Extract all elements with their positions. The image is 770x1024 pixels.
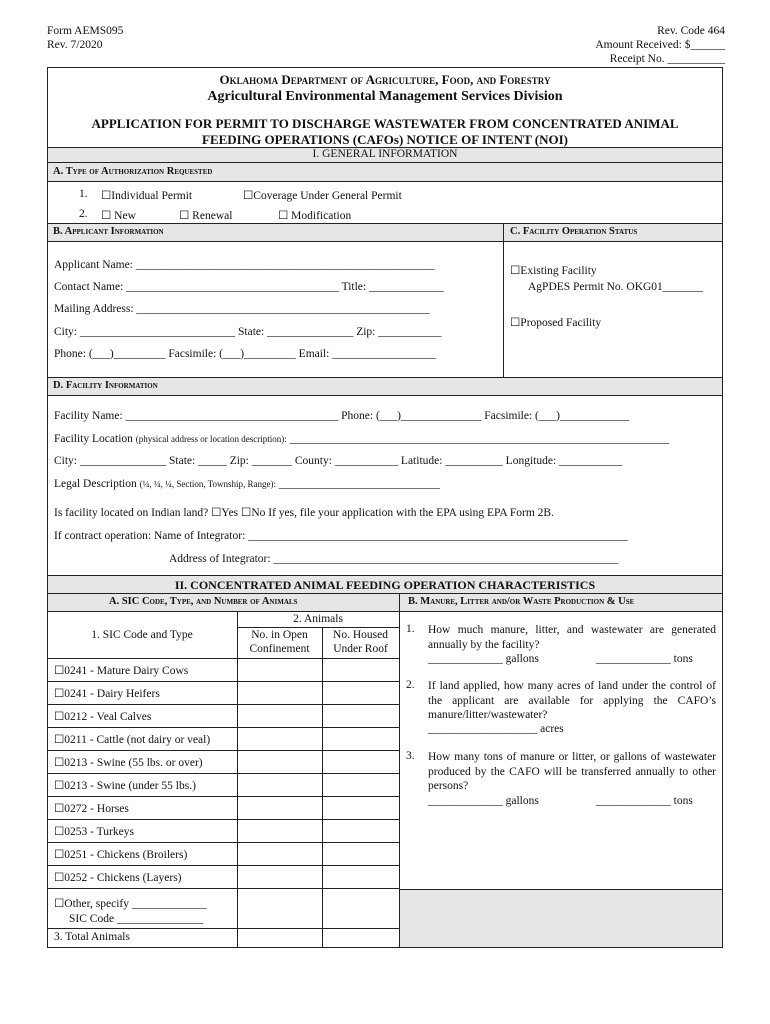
open-confinement-count-cell[interactable]: [238, 797, 321, 818]
legal-description-field[interactable]: [54, 478, 440, 490]
rev-code: Rev. Code 464: [657, 25, 725, 37]
legal-description-hint: (¼, ¼, ¼, Section, Township, Range):: [139, 479, 277, 489]
open-confinement-count-cell[interactable]: [238, 774, 321, 795]
renewal-checkbox[interactable]: ☐ Renewal: [179, 210, 233, 222]
q1-gallons-field[interactable]: _____________ gallons: [428, 653, 539, 665]
open-confinement-count-cell[interactable]: [238, 843, 321, 864]
legal-description-label: Legal Description: [54, 478, 137, 490]
facility-location-label: Facility Location: [54, 433, 133, 445]
animal-type-checkbox[interactable]: ☐0213 - Swine (55 lbs. or over): [54, 757, 203, 769]
contact-name-field[interactable]: Contact Name: _____________________________________ Title: _____________: [54, 281, 444, 293]
q3-text: How many tons of manure or litter, or gallons of wastewater produced by the CAFO will be transferred annually to other persons?: [428, 751, 716, 792]
application-title-line1: APPLICATION FOR PERMIT TO DISCHARGE WASTEWATER FROM CONCENTRATED ANIMAL: [91, 116, 679, 131]
other-sic-code-field[interactable]: SIC Code _______________: [69, 913, 204, 925]
agency-name: Oklahoma Department of Agriculture, Food, and Forestry: [219, 72, 551, 87]
animal-type-checkbox[interactable]: ☐0241 - Mature Dairy Cows: [54, 665, 189, 677]
modification-checkbox[interactable]: ☐ Modification: [278, 210, 352, 222]
housed-count-cell[interactable]: [323, 682, 398, 703]
animal-type-checkbox[interactable]: ☐0212 - Veal Calves: [54, 711, 152, 723]
housed-count-cell[interactable]: [323, 843, 398, 864]
existing-facility-checkbox[interactable]: ☐Existing Facility: [510, 265, 597, 277]
auth-item-1-number: 1.: [79, 188, 88, 200]
auth-item-2-number: 2.: [79, 208, 88, 220]
animal-type-checkbox[interactable]: ☐0211 - Cattle (not dairy or veal): [54, 734, 211, 746]
section-b-title: B. Applicant Information: [53, 226, 164, 237]
proposed-facility-checkbox[interactable]: ☐Proposed Facility: [510, 317, 602, 329]
animal-type-checkbox[interactable]: ☐0251 - Chickens (Broilers): [54, 849, 188, 861]
section-2b-filler: [400, 889, 722, 947]
other-animal-checkbox[interactable]: ☐Other, specify _____________: [54, 898, 207, 910]
housed-count-cell[interactable]: [323, 705, 398, 726]
housed-count-cell[interactable]: [323, 797, 398, 818]
animal-type-checkbox[interactable]: ☐0272 - Horses: [54, 803, 129, 815]
q1-text: How much manure, litter, and wastewater are generated annually by the facility?: [428, 624, 716, 651]
division-name: Agricultural Environmental Management Services Division: [207, 89, 563, 104]
legal-description-blank[interactable]: ____________________________: [278, 478, 440, 490]
applicant-phone-field[interactable]: Phone: (___)_________ Facsimile: (___)_________ Email: __________________: [54, 348, 436, 360]
section-2a-title: A. SIC Code, Type, and Number of Animals: [109, 596, 298, 607]
q3-number: 3.: [406, 750, 415, 762]
q3-gallons-field[interactable]: _____________ gallons: [428, 795, 539, 807]
housed-count-cell[interactable]: [323, 751, 398, 772]
open-confinement-count-cell[interactable]: [238, 820, 321, 841]
facility-city-field[interactable]: City: _______________ State: _____ Zip: _______ County: ___________ Latitude: __________ Longitude: ___________: [54, 455, 623, 467]
q2-acres-field[interactable]: ___________________ acres: [428, 723, 564, 735]
housed-header-line1: No. Housed: [333, 629, 388, 641]
section-1-title: I. GENERAL INFORMATION: [312, 148, 458, 160]
q3-tons-field[interactable]: _____________ tons: [596, 795, 693, 807]
q2-text: If land applied, how many acres of land under the control of the applicant are available for applying the CAFO’s manure/litter/wastewater?: [428, 680, 716, 721]
receipt-number[interactable]: Receipt No. __________: [609, 53, 725, 65]
q1-tons-field[interactable]: _____________ tons: [596, 653, 693, 665]
sic-code-type-header: 1. SIC Code and Type: [91, 629, 193, 641]
facility-name-field[interactable]: Facility Name: _____________________________________ Phone: (___)______________ Facsimile: (___)____________: [54, 410, 629, 422]
open-confinement-count-cell[interactable]: [238, 659, 321, 680]
form-number: Form AEMS095: [47, 25, 124, 37]
section-2-title: II. CONCENTRATED ANIMAL FEEDING OPERATION CHARACTERISTICS: [174, 578, 596, 592]
open-confinement-count-cell[interactable]: [238, 751, 321, 772]
housed-count-cell[interactable]: [323, 659, 398, 680]
animal-type-checkbox[interactable]: ☐0241 - Dairy Heifers: [54, 688, 160, 700]
facility-location-field[interactable]: [54, 433, 669, 445]
housed-count-cell[interactable]: [323, 774, 398, 795]
housed-count-cell[interactable]: [323, 820, 398, 841]
applicant-city-field[interactable]: City: ___________________________ State: _______________ Zip: ___________: [54, 326, 442, 338]
open-confinement-count-cell[interactable]: [238, 682, 321, 703]
open-confinement-count-cell[interactable]: [238, 705, 321, 726]
q1-number: 1.: [406, 623, 415, 635]
individual-permit-checkbox[interactable]: ☐Individual Permit: [101, 190, 193, 202]
animal-type-checkbox[interactable]: ☐0252 - Chickens (Layers): [54, 872, 182, 884]
animal-type-checkbox[interactable]: ☐0213 - Swine (under 55 lbs.): [54, 780, 196, 792]
application-title-line2: FEEDING OPERATIONS (CAFOs) NOTICE OF INTENT (NOI): [202, 132, 568, 147]
q2-number: 2.: [406, 679, 415, 691]
animal-type-checkbox[interactable]: ☐0253 - Turkeys: [54, 826, 134, 838]
row-divider: [47, 888, 399, 889]
open-confinement-count-cell[interactable]: [238, 866, 321, 887]
facility-location-blank[interactable]: __________________________________________________________________: [289, 433, 670, 445]
total-animals-label: 3. Total Animals: [54, 931, 130, 943]
housed-header-line2: Under Roof: [333, 643, 388, 655]
open-confinement-count-cell[interactable]: [238, 728, 321, 749]
integrator-address-field[interactable]: Address of Integrator: ____________________________________________________________: [169, 553, 619, 565]
amount-received[interactable]: Amount Received: $______: [595, 39, 725, 51]
open-confinement-header-line1: No. in Open: [251, 629, 308, 641]
form-revision: Rev. 7/2020: [47, 39, 103, 51]
new-checkbox[interactable]: ☐ New: [101, 210, 136, 222]
agpdes-permit-field[interactable]: AgPDES Permit No. OKG01_______: [528, 281, 704, 293]
mailing-address-field[interactable]: Mailing Address: ___________________________________________________: [54, 303, 430, 315]
general-permit-checkbox[interactable]: ☐Coverage Under General Permit: [243, 190, 402, 202]
open-confinement-header-line2: Confinement: [249, 643, 310, 655]
section-d-title: D. Facility Information: [53, 380, 158, 391]
animals-header: 2. Animals: [293, 613, 343, 625]
section-2b-title: B. Manure, Litter and/or Waste Production & Use: [408, 596, 635, 607]
housed-count-cell[interactable]: [323, 728, 398, 749]
housed-count-cell[interactable]: [323, 866, 398, 887]
integrator-name-field[interactable]: If contract operation: Name of Integrator: __________________________________________________________________: [54, 530, 628, 542]
indian-land-question[interactable]: Is facility located on Indian land? ☐Yes ☐No If yes, file your application with the EPA using EPA Form 2B.: [54, 507, 554, 519]
section-a-title: A. Type of Authorization Requested: [53, 166, 213, 177]
section-c-title: C. Facility Operation Status: [510, 226, 638, 237]
facility-location-hint: (physical address or location description):: [135, 434, 287, 444]
applicant-name-field[interactable]: Applicant Name: ____________________________________________________: [54, 259, 435, 271]
